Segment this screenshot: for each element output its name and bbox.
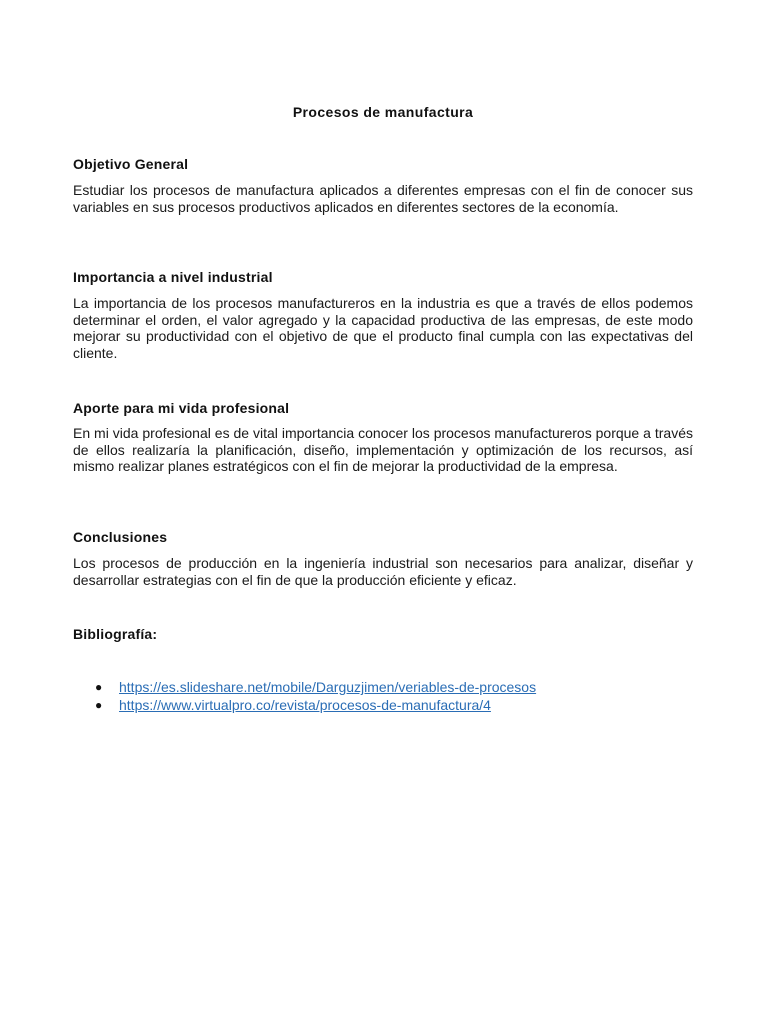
bibliography-link-virtualpro[interactable]: https://www.virtualpro.co/revista/procesos-de-manufactura/4 [119,697,491,713]
list-item [73,678,693,696]
heading-objetivo-general: Objetivo General [73,156,189,172]
heading-aporte-vida-profesional: Aporte para mi vida profesional [73,400,290,416]
heading-bibliografia: Bibliografía: [73,626,158,642]
body-conclusiones: Los procesos de producción en la ingeniería industrial son necesarios para analizar, diseñar y desarrollar estrategias con el fin de que la producción eficiente y eficaz. [73,555,693,588]
bullet-icon: ● [95,680,103,694]
body-importancia-industrial: La importancia de los procesos manufactureros en la industria es que a través de ellos podemos determinar el orden, el valor agregado y la capacidad productiva de las empresas, de este modo mejorar su productividad con el objetivo de que el producto final cumpla con las expectativas del cliente. [73,295,693,361]
document-title: Procesos de manufactura [292,104,474,120]
list-item [73,696,693,714]
heading-importancia-industrial: Importancia a nivel industrial [73,269,273,285]
bibliography-list [73,678,693,714]
bullet-icon: ● [95,698,103,712]
bibliography-link-slideshare[interactable]: https://es.slideshare.net/mobile/Darguzjimen/veriables-de-procesos [119,679,537,695]
body-objetivo-general: Estudiar los procesos de manufactura aplicados a diferentes empresas con el fin de conocer sus variables en sus procesos productivos aplicados en diferentes sectores de la economía. [73,182,693,215]
heading-conclusiones: Conclusiones [73,529,168,545]
body-aporte-vida-profesional: En mi vida profesional es de vital importancia conocer los procesos manufactureros porque a través de ellos realizaría la planificación, diseño, implementación y optimización de los recursos, así mismo realizar planes estratégicos con el fin de mejorar la productividad de la empresa. [73,425,693,474]
